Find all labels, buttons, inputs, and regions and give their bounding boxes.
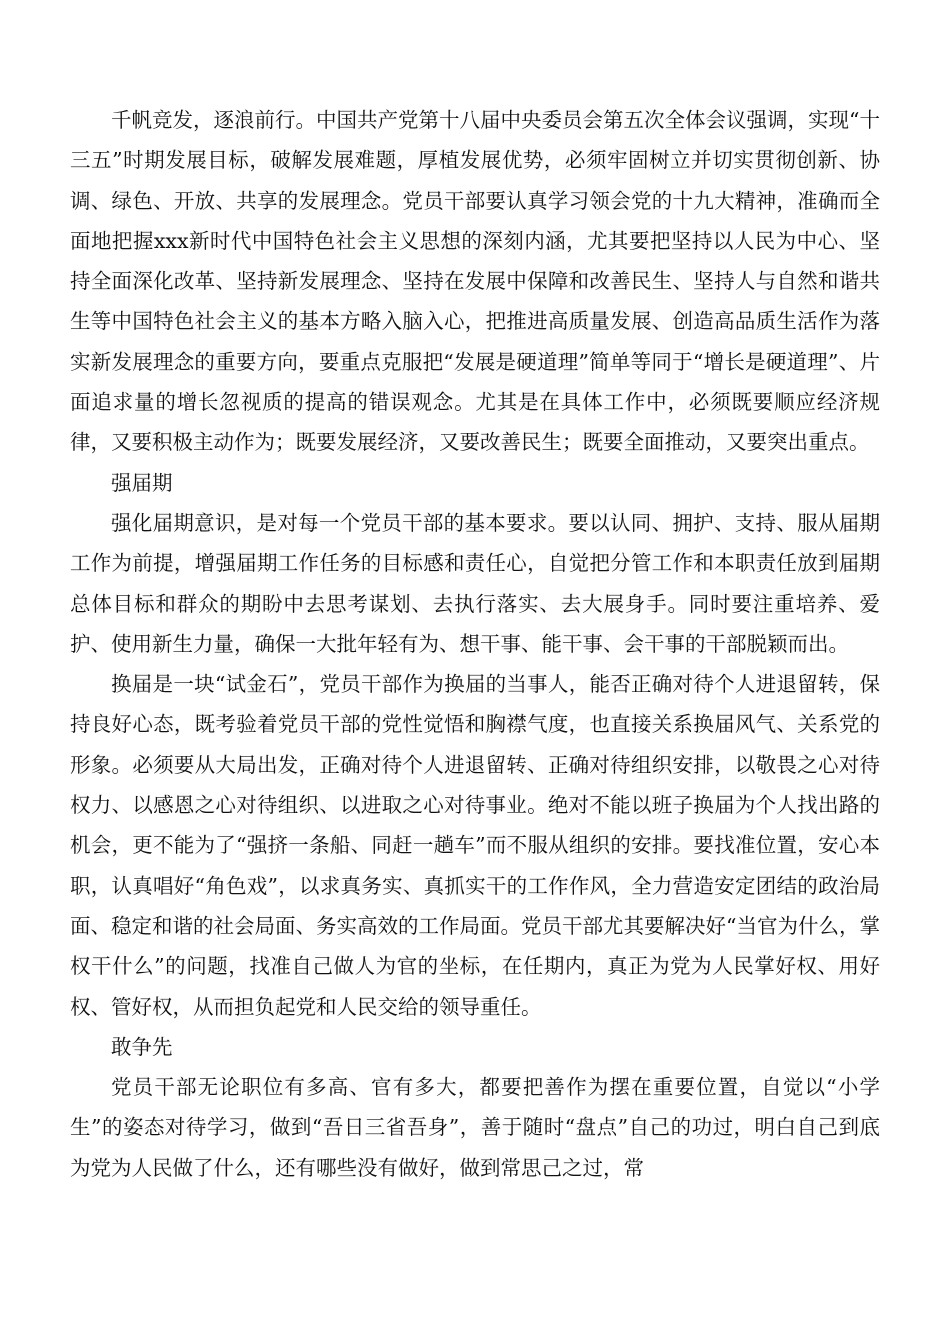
body-paragraph: 强化届期意识，是对每一个党员干部的基本要求。要以认同、拥护、支持、服从届期工作为前提，增强届期工作任务的目标感和责任心，自觉把分管工作和本职责任放到届期总体目标和群众的期盼中去思考谋划、去执行落实、去大展身手。同时要注重培养、爱护、使用新生力量，确保一大批年轻有为、想干事、能干事、会干事的干部脱颖而出。: [70, 510, 880, 656]
body-paragraph: 换届是一块“试金石”，党员干部作为换届的当事人，能否正确对待个人进退留转，保持良好心态，既考验着党员干部的党性觉悟和胸襟气度，也直接关系换届风气、关系党的形象。必须要从大局出发，正确对待个人进退留转、正确对待组织安排，以敬畏之心对待权力、以感恩之心对待组织、以进取之心对待事业。绝对不能以班子换届为个人找出路的机会，更不能为了“强挤一条船、同赶一趟车”而不服从组织的安排。要找准位置，安心本职，认真唱好“角色戏”，以求真务实、真抓实干的工作作风，全力营造安定团结的政治局面、稳定和谐的社会局面、务实高效的工作局面。党员干部尤其要解决好“当官为什么，掌权干什么”的问题，找准自己做人为官的坐标，在任期内，真正为党为人民掌好权、用好权、管好权，从而担负起党和人民交给的领导重任。: [70, 672, 880, 1019]
section-heading: 强届期: [111, 470, 173, 495]
body-paragraph: 党员干部无论职位有多高、官有多大，都要把善作为摆在重要位置，自觉以“小学生”的姿态对待学习，做到“吾日三省吾身”，善于随时“盘点”自己的功过，明白自己到底为党为人民做了什么，还有哪些没有做好，做到常思己之过，常: [70, 1075, 880, 1180]
section-heading: 敢争先: [111, 1034, 173, 1059]
body-paragraph: 千帆竞发，逐浪前行。中国共产党第十八届中央委员会第五次全体会议强调，实现“十三五”时期发展目标，破解发展难题，厚植发展优势，必须牢固树立并切实贯彻创新、协调、绿色、开放、共享的发展理念。党员干部要认真学习领会党的十九大精神，准确而全面地把握xxx新时代中国特色社会主义思想的深刻内涵，尤其要把坚持以人民为中心、坚持全面深化改革、坚持新发展理念、坚持在发展中保障和改善民生、坚持人与自然和谐共生等中国特色社会主义的基本方略入脑入心，把推进高质量发展、创造高品质生活作为落实新发展理念的重要方向，要重点克服把“发展是硬道理”简单等同于“增长是硬道理”、片面追求量的增长忽视质的提高的错误观念。尤其是在具体工作中，必须既要顺应经济规律，又要积极主动作为；既要发展经济，又要改善民生；既要全面推动，又要突出重点。: [70, 108, 880, 455]
